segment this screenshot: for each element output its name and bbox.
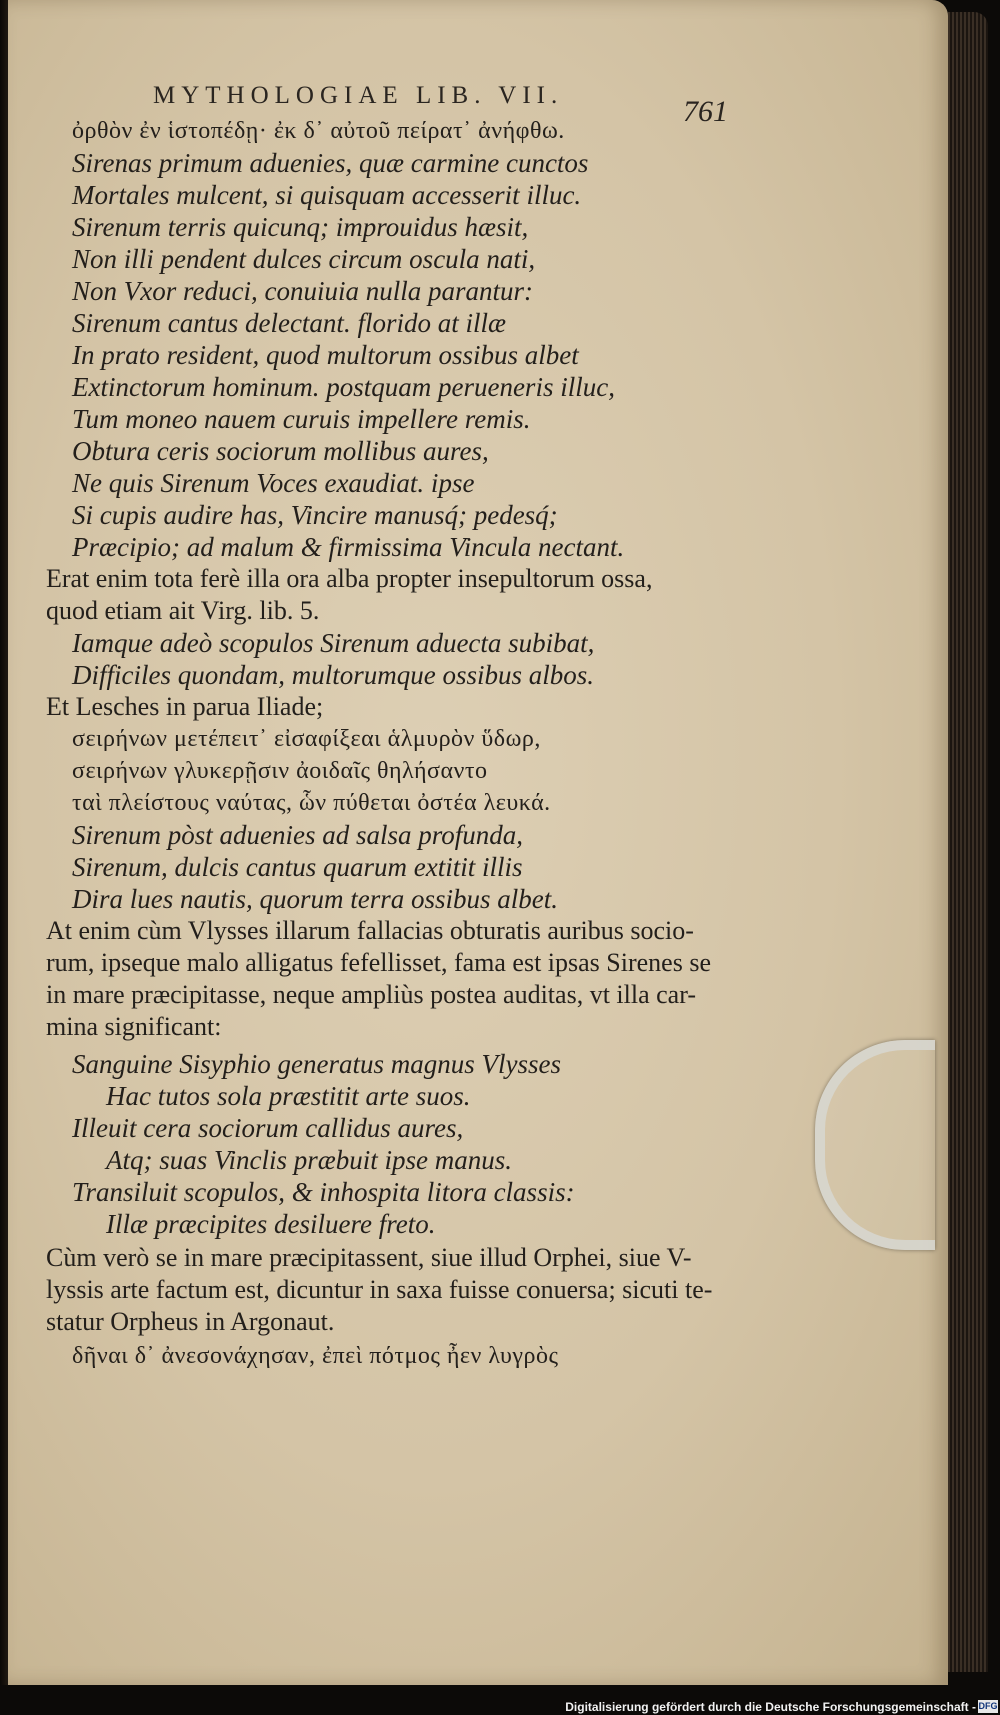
text-line: Sirenum, dulcis cantus quarum extitit illis	[72, 852, 523, 882]
text-line: Præcipio; ad malum & firmissima Vincula nectant.	[72, 532, 625, 562]
text-line: At enim cùm Vlysses illarum fallacias obturatis auribus socio-	[46, 916, 694, 945]
text-line: Illæ præcipites desiluere freto.	[106, 1209, 436, 1239]
digitization-footer	[0, 1699, 1000, 1715]
dfg-logo-icon: DFG	[978, 1701, 998, 1711]
bottom-background	[0, 1685, 1000, 1699]
text-line: In prato resident, quod multorum ossibus albet	[72, 340, 579, 370]
text-line: δῆναι δ᾽ ἀνεσονάχησαν, ἐπεὶ πότμος ἦεν λυγρὸς	[72, 1343, 559, 1369]
text-line: Mortales mulcent, si quisquam accesserit illuc.	[72, 180, 582, 210]
text-line: Sanguine Sisyphio generatus magnus Vlysses	[72, 1049, 561, 1079]
text-line: Ne quis Sirenum Voces exaudiat. ipse	[72, 468, 475, 498]
text-line: Atq; suas Vinclis præbuit ipse manus.	[106, 1145, 513, 1175]
folio-number: 761	[683, 95, 728, 128]
text-line: lyssis arte factum est, dicuntur in saxa fuisse conuersa; sicuti te-	[46, 1275, 713, 1304]
text-line: Transiluit scopulos, & inhospita litora classis:	[72, 1177, 575, 1207]
running-title: MYTHOLOGIAE LIB. VII.	[153, 82, 564, 109]
text-line: ὀρθὸν ἐν ἱστοπέδῃ· ἐκ δ᾽ αὐτοῦ πείρατ᾽ ἀνήφθω.	[72, 118, 565, 144]
text-line: Hac tutos sola præstitit arte suos.	[106, 1081, 471, 1111]
text-line: Sirenum pòst aduenies ad salsa profunda,	[72, 820, 523, 850]
page-edges	[948, 12, 988, 1672]
text-line: Non illi pendent dulces circum oscula nati,	[72, 244, 536, 274]
text-line: Sirenum terris quicunq; improuidus hæsit,	[72, 212, 529, 242]
text-line: statur Orpheus in Argonaut.	[46, 1307, 335, 1336]
text-line: σειρήνων μετέπειτ᾽ εἰσαφίξεαι ἁλμυρὸν ὕδωρ,	[72, 726, 541, 752]
text-line: Non Vxor reduci, conuiuia nulla parantur:	[72, 276, 533, 306]
text-line: Illeuit cera sociorum callidus aures,	[72, 1113, 464, 1143]
text-line: Erat enim tota ferè illa ora alba propter insepultorum ossa,	[46, 564, 653, 593]
text-line: quod etiam ait Virg. lib. 5.	[46, 596, 320, 625]
text-line: Obtura ceris sociorum mollibus aures,	[72, 436, 489, 466]
text-line: Et Lesches in parua Iliade;	[46, 692, 324, 721]
text-line: ταὶ πλείστους ναύτας, ὧν πύθεται ὀστέα λευκά.	[72, 790, 551, 816]
text-line: Dira lues nautis, quorum terra ossibus albet.	[72, 884, 559, 914]
text-line: Sirenas primum aduenies, quæ carmine cunctos	[72, 148, 589, 178]
text-line: Iamque adeò scopulos Sirenum aduecta subibat,	[72, 628, 595, 658]
text-line: Cùm verò se in mare præcipitassent, siue illud Orphei, siue V-	[46, 1243, 692, 1272]
text-line: mina significant:	[46, 1012, 222, 1041]
text-line: Tum moneo nauem curuis impellere remis.	[72, 404, 531, 434]
book-page	[8, 0, 948, 1685]
text-line: Si cupis audire has, Vincire manusq́; pedesq́;	[72, 500, 558, 530]
text-line: Extinctorum hominum. postquam perueneris illuc,	[72, 372, 615, 402]
footer-credit: Digitalisierung gefördert durch die Deutsche Forschungsgemeinschaft -	[565, 1700, 976, 1714]
text-line: σειρήνων γλυκερῇσιν ἀοιδαῖς θηλήσαντο	[72, 758, 488, 784]
text-line: Sirenum cantus delectant. florido at illæ	[72, 308, 506, 338]
text-line: rum, ipseque malo alligatus fefellisset, fama est ipsas Sirenes se	[46, 948, 711, 977]
text-line: Difficiles quondam, multorumque ossibus albos.	[72, 660, 595, 690]
text-line: in mare præcipitasse, neque ampliùs postea auditas, vt illa car-	[46, 980, 696, 1009]
